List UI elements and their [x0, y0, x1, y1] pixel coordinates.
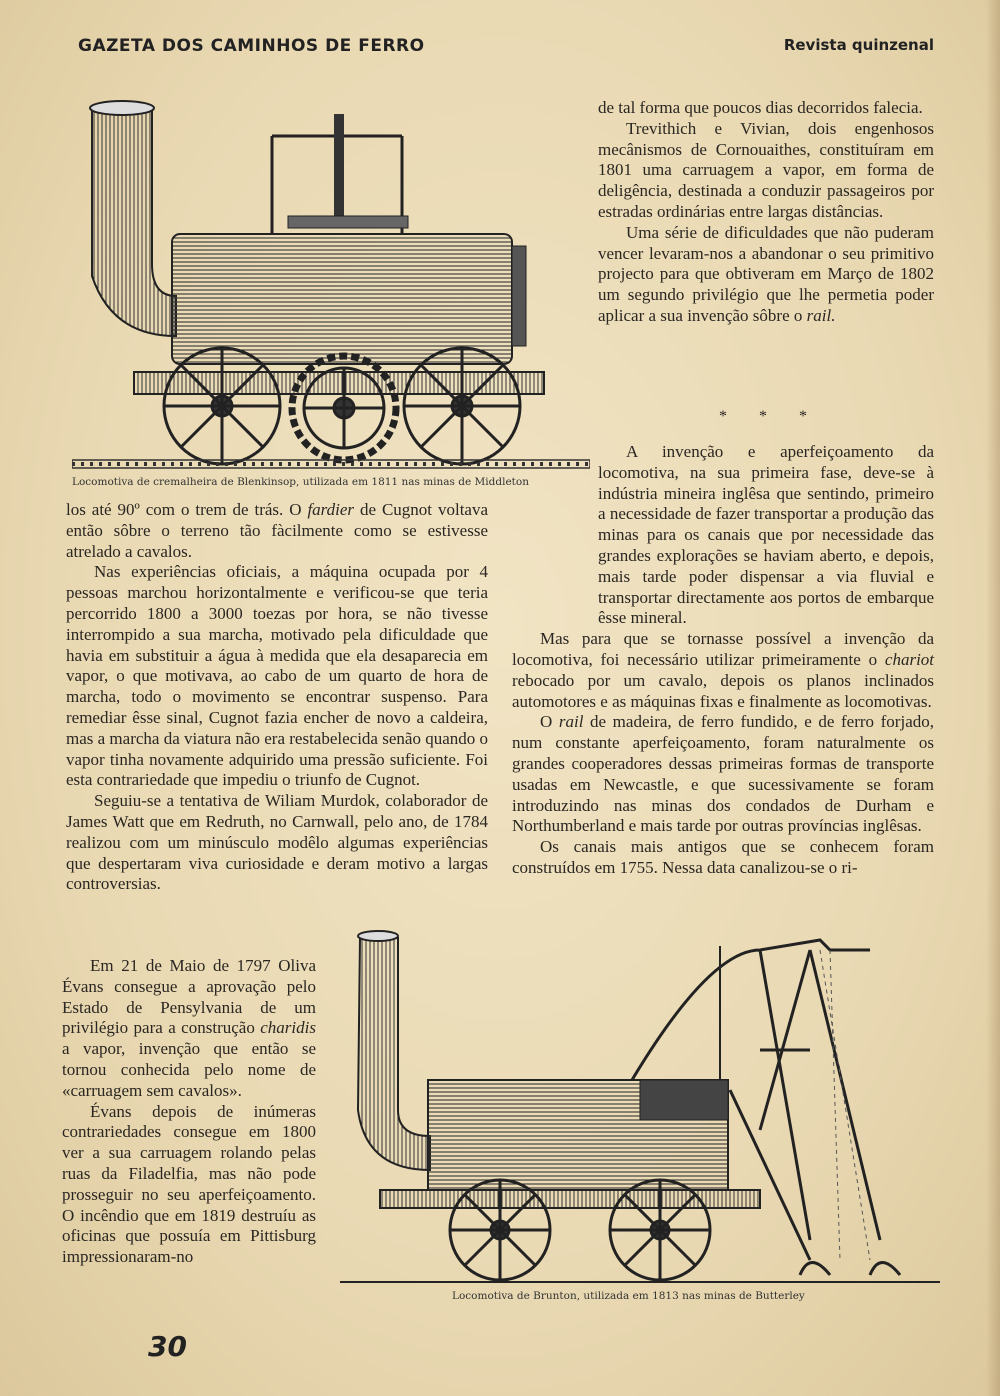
paragraph: Trevithich e Vivian, dois engenhosos mecânismos de Cornouaithes, constituíram em 1801 uma carruagem a vapor, em forma de deligência, destinada a conduzir passageiros por estradas ordinárias entre largas distâncias. — [598, 118, 934, 221]
blenkinsop-locomotive-illustration — [72, 96, 590, 472]
paragraph: de tal forma que poucos dias decorridos falecia. — [598, 98, 923, 117]
text-column-right-middle — [512, 442, 934, 879]
journal-title: GAZETA DOS CAMINHOS DE FERRO — [78, 36, 425, 56]
page-number: 30 — [148, 1330, 187, 1363]
text-column-left-middle — [66, 500, 488, 895]
figure-caption-brunton: Locomotiva de Brunton, utilizada em 1813 nas minas de Butterley — [452, 1290, 805, 1302]
figure-caption-blenkinsop: Locomotiva de cremalheira de Blenkinsop, utilizada em 1811 nas minas de Middleton — [72, 476, 529, 488]
journal-subtitle: Revista quinzenal — [783, 36, 934, 54]
paragraph-text: Mas para que se tornasse possível a invenção da locomotiva, foi necessário utilizar primeiramente o — [512, 629, 934, 669]
italic-term: rail. — [806, 305, 836, 325]
section-separator: * * * — [719, 408, 821, 425]
italic-term: chariot — [884, 649, 935, 669]
paragraph-text: rebocado por um cavalo, depois os planos inclinados automotores e as máquinas fixas e finalmente as locomotivas. — [512, 670, 934, 711]
paragraph-text: Uma série de dificuldades que não puderam vencer levaram-nos a abandonar o seu primitivo projecto para que obtiveram em Março de 1802 um segundo privilégio que lhe permetia poder aplicar a sua invenção sôbre o — [598, 222, 934, 325]
paragraph: Nas experiências oficiais, a máquina ocupada por 4 pessoas marchou horizontalmente e verificou-se que teria percorrido 1800 a 3000 toezas por hora, se não tivesse interrompido a sua marcha, motivado pela dificuldade que havia em substituir a água à medida que ela desaparecia em vapor, o que motivava, ao cabo de um quarto de hora de marcha, todo o movimento se encontrar suspenso. Para remediar êsse sinal, Cugnot fazia encher de novo a caldeira, mas a marcha da viatura não era restabelecida senão quando o vapor tinha novamente adquirido uma pressão suficiente. Foi esta contrariedade que impediu o triunfo de Cugnot. — [66, 562, 488, 790]
text-column-left-bottom — [62, 956, 316, 1268]
paragraph: Os canais mais antigos que se conhecem foram construídos em 1755. Nessa data canalizou-se o ri- — [512, 837, 934, 877]
brunton-locomotive-illustration — [340, 930, 940, 1290]
paragraph-text: Em 21 de Maio de 1797 Oliva Évans consegue a aprovação pelo Estado de Pensylvania de um privilégio para a construção — [62, 956, 316, 1038]
paragraph-text: a vapor, invenção que então se tornou conhecida pelo nome de «carruagem sem cavalos». — [62, 1039, 316, 1100]
italic-term: fardier — [307, 500, 355, 519]
italic-term: charidis — [260, 1018, 316, 1038]
paragraph-text: de Cugnot voltava então sôbre o terreno tão fàcilmente como se estivesse atrelado a cavalos. — [66, 500, 489, 561]
paragraph-text: O — [540, 712, 553, 732]
paragraph: Seguiu-se a tentativa de Wiliam Murdok, colaborador de James Watt que em Redruth, no Carnwall, pelo ano, de 1784 realizou com um minúsculo modêlo algumas experiências que despertaram viva curiosidade e deram motivo a largas controversias. — [66, 791, 488, 894]
paragraph: A invenção e aperfeiçoamento da locomotiva, na sua primeira fase, deve-se à indústria mineira inglêsa que sentindo, primeiro a necessidade de fazer transportar a produção das minas para os canais que por necessidade das grandes explorações se haviam aberto, e depois, mais tarde poder dispensar a via fluvial e transportar directamente aos portos de embarque êsse mineral. — [598, 442, 934, 628]
text-column-right-top — [598, 98, 934, 327]
paragraph — [512, 629, 934, 712]
page-edge-shadow — [986, 0, 1000, 1396]
paragraph — [512, 712, 934, 837]
italic-term: rail — [558, 712, 584, 732]
paragraph-text: los até 90º com o trem de trás. O — [66, 500, 302, 519]
paragraph-text: de madeira, de ferro fundido, e de ferro forjado, num constante aperfeiçoamento, foram naturalmente os grandes cooperadores dessas primeiras formas de transporte usadas em Newcastle, e que sucessivamente se foram introduzindo nas minas dos condados de Durham e Northumberland e mais tarde por outras províncias inglêsas. — [512, 712, 934, 836]
paragraph — [598, 223, 934, 327]
paragraph — [66, 500, 488, 562]
paragraph: Évans depois de inúmeras contrariedades consegue em 1800 ver a sua carruagem rolando pelas ruas da Filadelfia, mas não pode prosseguir no seu aperfeiçoamento. O incêndio que em 1819 destruíu as oficinas que possuía em Pittisburg impressionaram-no — [62, 1101, 316, 1267]
paragraph — [62, 956, 316, 1102]
